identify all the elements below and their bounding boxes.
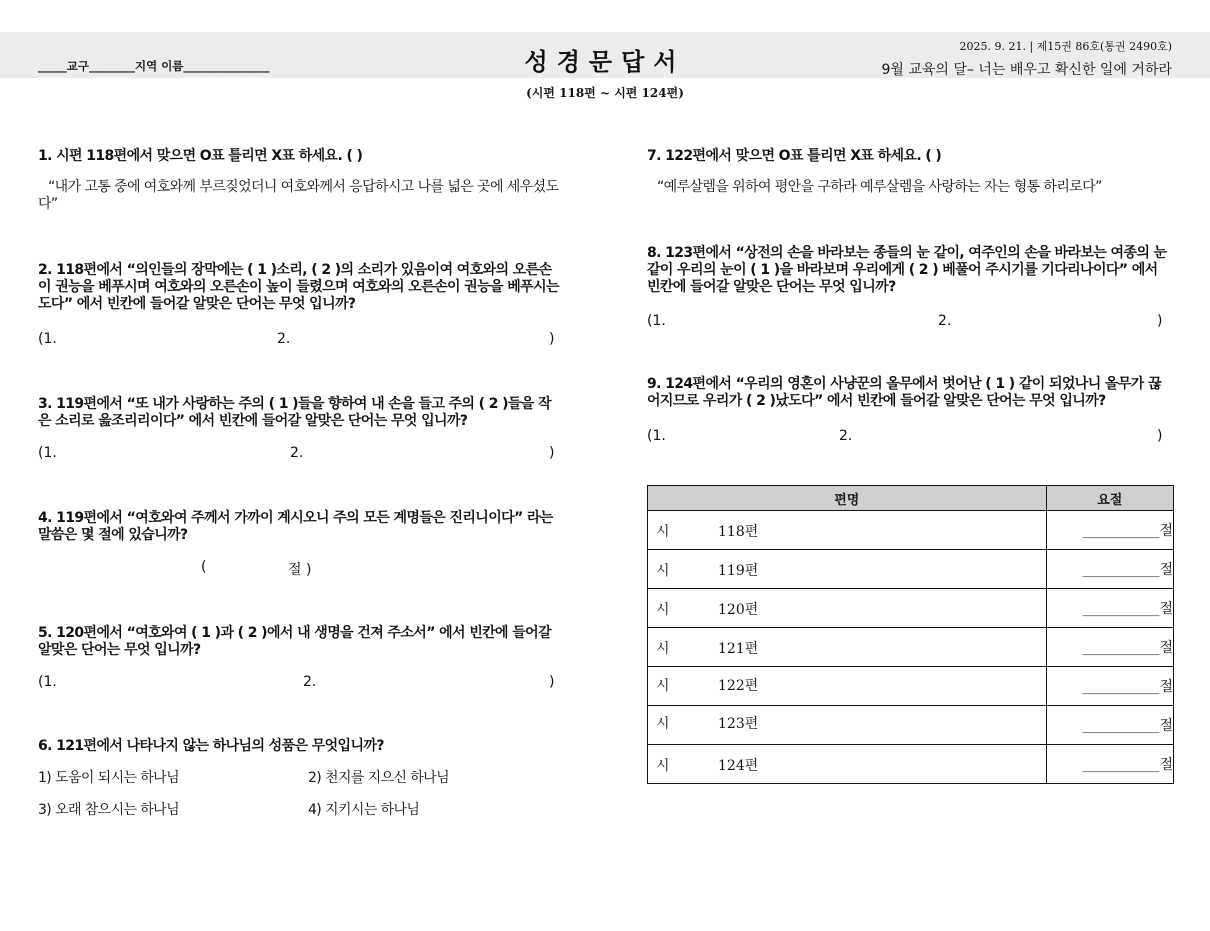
table-row: [648, 667, 1174, 706]
answer-mid: 2.: [303, 674, 317, 690]
question-2: 2. 118편에서 “의인들의 장막에는 ( 1 )소리, ( 2 )의 소리가 있음이여 여호와의 오른손이 권능을 베푸시며 여호와의 오른손이 높이 들렸으며 여호와의 오른손이 권능을 베푸시는도다” 에서 빈칸에 들어갈 알맞은 단어는 무엇 입니까?: [38, 262, 559, 312]
key-verse-table: [647, 485, 1174, 784]
answer-open: (1.: [647, 313, 666, 329]
table-row: [648, 706, 1174, 745]
issue-date: 2025. 9. 21. | 제15권 86호(통권 2490호): [959, 40, 1172, 53]
table-row: [648, 511, 1174, 550]
psalm-cell: [648, 628, 1047, 667]
question-3: 3. 119편에서 “또 내가 사랑하는 주의 ( 1 )들을 향하여 내 손을 들고 주의 ( 2 )들을 작은 소리로 읊조리리이다” 에서 빈칸에 들어갈 알맞은 단어는 무엇 입니까?: [38, 396, 551, 429]
name-region-field: _____교구________지역 이름_______________: [38, 59, 270, 73]
psalm-cell: [648, 550, 1047, 589]
table-row: [648, 589, 1174, 628]
answer-mid: 2.: [290, 445, 304, 461]
psalm-number: 124편: [718, 758, 759, 774]
psalm-number: 118편: [718, 524, 759, 540]
psalm-number: 123편: [718, 716, 759, 732]
option-3: 3) 오래 참으시는 하나님: [38, 802, 180, 818]
page-subtitle: (시편 118편 ~ 시편 124편): [526, 86, 684, 100]
answer-open: (: [201, 559, 207, 575]
question-6: 6. 121편에서 나타나지 않는 하나님의 성품은 무엇입니까?: [38, 738, 384, 754]
question-7-quote: “예루살렘을 위하여 평안을 구하라 예루살렘을 사랑하는 자는 형통 하리로다”: [657, 179, 1102, 195]
answer-close: ): [1157, 428, 1163, 444]
psalm-cell: [648, 589, 1047, 628]
question-5: 5. 120편에서 “여호와여 ( 1 )과 ( 2 )에서 내 생명을 건져 주소서” 에서 빈칸에 들어갈 알맞은 단어는 무엇 입니까?: [38, 625, 552, 658]
si-label: 시: [656, 524, 670, 540]
answer-open: (1.: [38, 674, 57, 690]
psalm-number: 121편: [718, 641, 759, 657]
answer-close: ): [1157, 313, 1163, 329]
psalm-number: 120편: [718, 602, 759, 618]
si-label: 시: [656, 563, 670, 579]
answer-open: (1.: [647, 428, 666, 444]
table-row: [648, 550, 1174, 589]
answer-open: (1.: [38, 331, 57, 347]
question-4: 4. 119편에서 “여호와여 주께서 가까이 계시오니 주의 모든 계명들은 진리니이다” 라는 말씀은 몇 절에 있습니까?: [38, 510, 553, 543]
table-header-row: [648, 486, 1174, 511]
psalm-cell: [648, 745, 1047, 784]
si-label: 시: [656, 678, 670, 694]
option-1: 1) 도움이 되시는 하나님: [38, 770, 180, 786]
column-header-psalm: 편명: [648, 486, 1047, 511]
verse-blank: ___________절: [1046, 628, 1173, 667]
si-label: 시: [656, 758, 670, 774]
verse-blank: ___________절: [1046, 550, 1173, 589]
table-row: [648, 745, 1174, 784]
si-label: 시: [656, 641, 670, 657]
column-header-verse: 요절: [1046, 486, 1173, 511]
question-8: 8. 123편에서 “상전의 손을 바라보는 종들의 눈 같이, 여주인의 손을 바라보는 여종의 눈 같이 우리의 눈이 ( 1 )을 바라보며 우리에게 ( 2 ) 베풀어 주시기를 기다리나이다” 에서 빈칸에 들어갈 알맞은 단어는 무엇 입니까?: [647, 245, 1167, 295]
answer-mid: 2.: [839, 428, 853, 444]
question-7: 7. 122편에서 맞으면 O표 틀리면 X표 하세요. ( ): [647, 148, 942, 164]
option-2: 2) 천지를 지으신 하나님: [308, 770, 450, 786]
page-title: 성경문답서: [524, 47, 686, 76]
option-4: 4) 지키시는 하나님: [308, 802, 420, 818]
verse-blank: ___________절: [1046, 667, 1173, 706]
question-1-quote: “내가 고통 중에 여호와께 부르짖었더니 여호와께서 응답하시고 나를 넓은 곳에 세우셨도다”: [38, 179, 559, 212]
psalm-cell: [648, 667, 1047, 706]
answer-open: (1.: [38, 445, 57, 461]
psalm-cell: [648, 706, 1047, 745]
verse-blank: ___________절: [1046, 589, 1173, 628]
question-9: 9. 124편에서 “우리의 영혼이 사냥꾼의 올무에서 벗어난 ( 1 ) 같이 되었나니 올무가 끊어지므로 우리가 ( 2 )났도다” 에서 빈칸에 들어갈 알맞은 단어는 무엇 입니까?: [647, 376, 1161, 409]
verse-blank: ___________절: [1046, 745, 1173, 784]
answer-close: ): [549, 331, 555, 347]
psalm-number: 119편: [718, 563, 759, 579]
verse-blank: ___________절: [1046, 511, 1173, 550]
question-1: 1. 시편 118편에서 맞으면 O표 틀리면 X표 하세요. ( ): [38, 148, 363, 164]
si-label: 시: [656, 602, 670, 618]
answer-mid: 절 ): [288, 562, 312, 578]
answer-mid: 2.: [277, 331, 291, 347]
answer-mid: 2.: [938, 313, 952, 329]
si-label: 시: [656, 716, 670, 732]
month-theme: 9월 교육의 달– 너는 배우고 확신한 일에 거하라: [881, 62, 1172, 78]
answer-close: ): [549, 674, 555, 690]
answer-close: ): [549, 445, 555, 461]
psalm-number: 122편: [718, 678, 759, 694]
verse-blank: ___________절: [1046, 706, 1173, 745]
table-row: [648, 628, 1174, 667]
psalm-cell: [648, 511, 1047, 550]
